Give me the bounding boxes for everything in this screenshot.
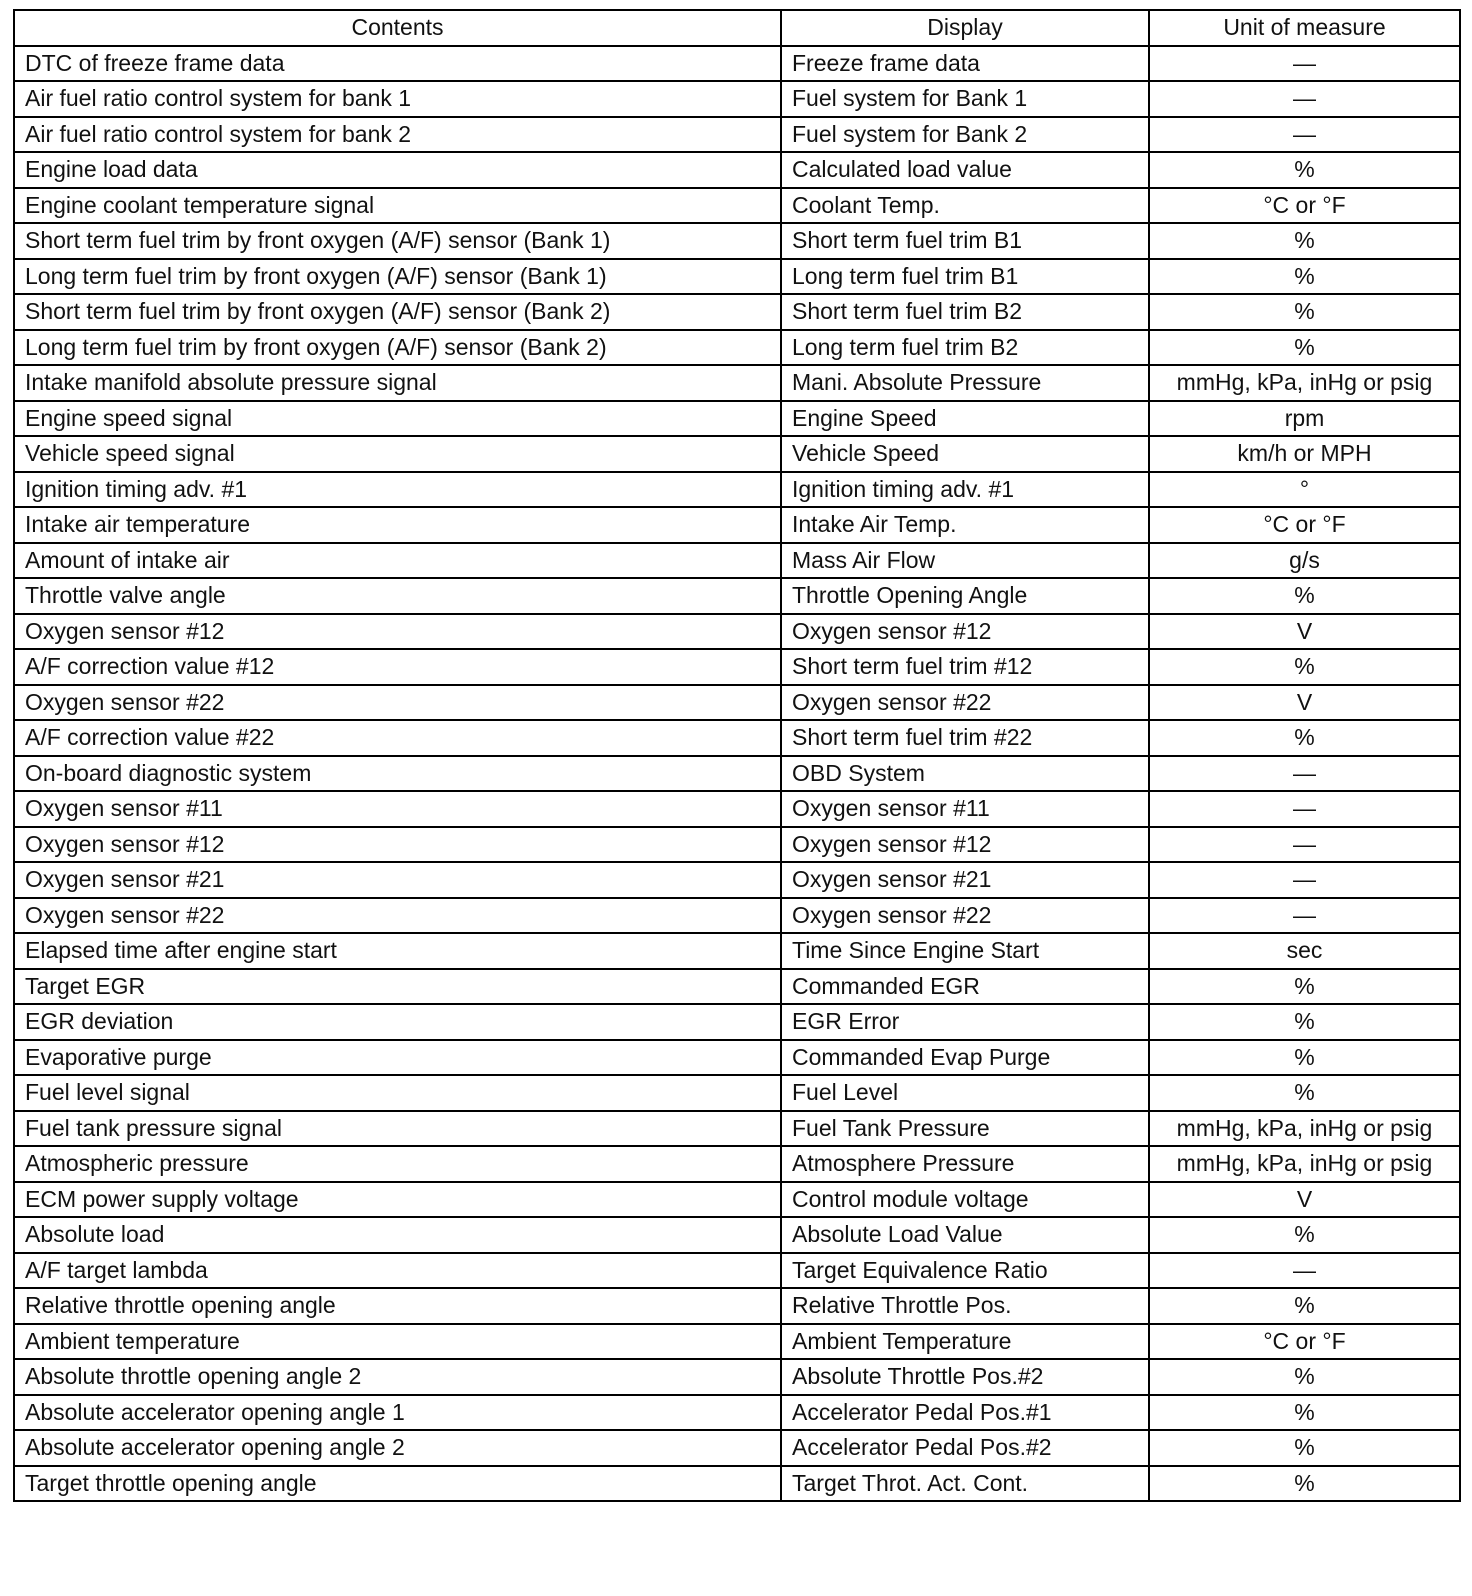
cell-display: Oxygen sensor #22 <box>781 898 1149 934</box>
cell-contents: EGR deviation <box>14 1004 781 1040</box>
table-row <box>14 81 1460 117</box>
cell-contents: Long term fuel trim by front oxygen (A/F) sensor (Bank 2) <box>14 330 781 366</box>
cell-display: Target Throt. Act. Cont. <box>781 1466 1149 1502</box>
cell-display: Long term fuel trim B1 <box>781 259 1149 295</box>
cell-display: OBD System <box>781 756 1149 792</box>
cell-unit: V <box>1149 685 1460 721</box>
cell-display: Coolant Temp. <box>781 188 1149 224</box>
cell-display: Intake Air Temp. <box>781 507 1149 543</box>
table-row <box>14 720 1460 756</box>
cell-unit: — <box>1149 81 1460 117</box>
cell-display: Fuel Level <box>781 1075 1149 1111</box>
freeze-frame-table <box>13 9 1461 1502</box>
cell-display: Throttle Opening Angle <box>781 578 1149 614</box>
cell-unit: — <box>1149 117 1460 153</box>
table-row <box>14 507 1460 543</box>
cell-unit: °C or °F <box>1149 1324 1460 1360</box>
cell-contents: Relative throttle opening angle <box>14 1288 781 1324</box>
cell-unit: % <box>1149 223 1460 259</box>
cell-unit: V <box>1149 614 1460 650</box>
cell-unit: % <box>1149 1004 1460 1040</box>
table-row <box>14 1288 1460 1324</box>
table-body <box>14 46 1460 1502</box>
cell-contents: Amount of intake air <box>14 543 781 579</box>
table-row <box>14 472 1460 508</box>
cell-display: Calculated load value <box>781 152 1149 188</box>
cell-contents: Short term fuel trim by front oxygen (A/F) sensor (Bank 1) <box>14 223 781 259</box>
table-row <box>14 188 1460 224</box>
cell-contents: Intake air temperature <box>14 507 781 543</box>
cell-display: Vehicle Speed <box>781 436 1149 472</box>
cell-unit: % <box>1149 330 1460 366</box>
cell-contents: A/F correction value #22 <box>14 720 781 756</box>
table-row <box>14 1182 1460 1218</box>
cell-contents: A/F target lambda <box>14 1253 781 1289</box>
cell-contents: Target throttle opening angle <box>14 1466 781 1502</box>
cell-display: Oxygen sensor #11 <box>781 791 1149 827</box>
table-row <box>14 827 1460 863</box>
cell-unit: sec <box>1149 933 1460 969</box>
header-row <box>14 10 1460 46</box>
cell-contents: Absolute throttle opening angle 2 <box>14 1359 781 1395</box>
cell-display: Oxygen sensor #21 <box>781 862 1149 898</box>
cell-contents: On-board diagnostic system <box>14 756 781 792</box>
cell-display: Fuel system for Bank 2 <box>781 117 1149 153</box>
table-row <box>14 614 1460 650</box>
table-row <box>14 152 1460 188</box>
cell-display: Control module voltage <box>781 1182 1149 1218</box>
cell-contents: Fuel tank pressure signal <box>14 1111 781 1147</box>
cell-display: Accelerator Pedal Pos.#1 <box>781 1395 1149 1431</box>
table-row <box>14 1430 1460 1466</box>
cell-contents: DTC of freeze frame data <box>14 46 781 82</box>
table-row <box>14 1253 1460 1289</box>
cell-contents: Absolute accelerator opening angle 2 <box>14 1430 781 1466</box>
cell-unit: mmHg, kPa, inHg or psig <box>1149 1111 1460 1147</box>
cell-display: Short term fuel trim B2 <box>781 294 1149 330</box>
table-row <box>14 791 1460 827</box>
cell-display: EGR Error <box>781 1004 1149 1040</box>
cell-contents: Engine coolant temperature signal <box>14 188 781 224</box>
cell-unit: — <box>1149 791 1460 827</box>
table-row <box>14 969 1460 1005</box>
table-row <box>14 1146 1460 1182</box>
cell-unit: % <box>1149 152 1460 188</box>
table-row <box>14 1111 1460 1147</box>
cell-contents: Short term fuel trim by front oxygen (A/F) sensor (Bank 2) <box>14 294 781 330</box>
cell-unit: ° <box>1149 472 1460 508</box>
cell-unit: km/h or MPH <box>1149 436 1460 472</box>
cell-display: Accelerator Pedal Pos.#2 <box>781 1430 1149 1466</box>
cell-display: Freeze frame data <box>781 46 1149 82</box>
cell-contents: Fuel level signal <box>14 1075 781 1111</box>
cell-display: Short term fuel trim #12 <box>781 649 1149 685</box>
table-row <box>14 1040 1460 1076</box>
cell-contents: Air fuel ratio control system for bank 1 <box>14 81 781 117</box>
table-row <box>14 578 1460 614</box>
table-row <box>14 756 1460 792</box>
cell-display: Relative Throttle Pos. <box>781 1288 1149 1324</box>
cell-display: Commanded EGR <box>781 969 1149 1005</box>
cell-contents: ECM power supply voltage <box>14 1182 781 1218</box>
table-row <box>14 685 1460 721</box>
cell-contents: Air fuel ratio control system for bank 2 <box>14 117 781 153</box>
cell-display: Fuel Tank Pressure <box>781 1111 1149 1147</box>
table-row <box>14 294 1460 330</box>
cell-display: Short term fuel trim B1 <box>781 223 1149 259</box>
cell-contents: Vehicle speed signal <box>14 436 781 472</box>
cell-contents: Oxygen sensor #12 <box>14 614 781 650</box>
cell-contents: Absolute accelerator opening angle 1 <box>14 1395 781 1431</box>
cell-unit: rpm <box>1149 401 1460 437</box>
cell-unit: % <box>1149 259 1460 295</box>
cell-display: Fuel system for Bank 1 <box>781 81 1149 117</box>
table-header <box>14 10 1460 46</box>
cell-contents: A/F correction value #12 <box>14 649 781 685</box>
cell-unit: % <box>1149 1217 1460 1253</box>
cell-contents: Intake manifold absolute pressure signal <box>14 365 781 401</box>
cell-unit: % <box>1149 1075 1460 1111</box>
table-row <box>14 898 1460 934</box>
cell-unit: % <box>1149 649 1460 685</box>
table-row <box>14 117 1460 153</box>
cell-contents: Oxygen sensor #12 <box>14 827 781 863</box>
cell-unit: mmHg, kPa, inHg or psig <box>1149 365 1460 401</box>
cell-display: Short term fuel trim #22 <box>781 720 1149 756</box>
cell-display: Engine Speed <box>781 401 1149 437</box>
cell-unit: % <box>1149 1466 1460 1502</box>
cell-contents: Ignition timing adv. #1 <box>14 472 781 508</box>
cell-display: Long term fuel trim B2 <box>781 330 1149 366</box>
cell-contents: Throttle valve angle <box>14 578 781 614</box>
cell-contents: Elapsed time after engine start <box>14 933 781 969</box>
cell-contents: Oxygen sensor #21 <box>14 862 781 898</box>
cell-display: Time Since Engine Start <box>781 933 1149 969</box>
cell-display: Commanded Evap Purge <box>781 1040 1149 1076</box>
cell-display: Target Equivalence Ratio <box>781 1253 1149 1289</box>
table-row <box>14 223 1460 259</box>
cell-display: Ignition timing adv. #1 <box>781 472 1149 508</box>
cell-display: Oxygen sensor #12 <box>781 827 1149 863</box>
cell-unit: — <box>1149 1253 1460 1289</box>
table-row <box>14 1466 1460 1502</box>
cell-contents: Target EGR <box>14 969 781 1005</box>
cell-display: Oxygen sensor #12 <box>781 614 1149 650</box>
table-row <box>14 649 1460 685</box>
table-row <box>14 933 1460 969</box>
cell-unit: — <box>1149 756 1460 792</box>
table-row <box>14 330 1460 366</box>
cell-unit: V <box>1149 1182 1460 1218</box>
table-row <box>14 401 1460 437</box>
cell-unit: °C or °F <box>1149 188 1460 224</box>
cell-display: Atmosphere Pressure <box>781 1146 1149 1182</box>
cell-contents: Evaporative purge <box>14 1040 781 1076</box>
cell-unit: g/s <box>1149 543 1460 579</box>
table-row <box>14 436 1460 472</box>
cell-display: Absolute Load Value <box>781 1217 1149 1253</box>
cell-unit: % <box>1149 578 1460 614</box>
cell-unit: — <box>1149 898 1460 934</box>
cell-contents: Atmospheric pressure <box>14 1146 781 1182</box>
cell-unit: — <box>1149 827 1460 863</box>
table-row <box>14 1359 1460 1395</box>
cell-display: Oxygen sensor #22 <box>781 685 1149 721</box>
cell-unit: % <box>1149 720 1460 756</box>
cell-unit: % <box>1149 294 1460 330</box>
header-unit-of-measure: Unit of measure <box>1149 10 1460 46</box>
header-display: Display <box>781 10 1149 46</box>
table-row <box>14 543 1460 579</box>
cell-display: Ambient Temperature <box>781 1324 1149 1360</box>
cell-unit: °C or °F <box>1149 507 1460 543</box>
cell-contents: Long term fuel trim by front oxygen (A/F) sensor (Bank 1) <box>14 259 781 295</box>
header-contents: Contents <box>14 10 781 46</box>
cell-unit: % <box>1149 1288 1460 1324</box>
table-row <box>14 46 1460 82</box>
table-row <box>14 1004 1460 1040</box>
cell-contents: Absolute load <box>14 1217 781 1253</box>
cell-contents: Ambient temperature <box>14 1324 781 1360</box>
cell-display: Mani. Absolute Pressure <box>781 365 1149 401</box>
table-row <box>14 259 1460 295</box>
table-row <box>14 365 1460 401</box>
cell-unit: % <box>1149 1359 1460 1395</box>
table-row <box>14 1217 1460 1253</box>
cell-unit: % <box>1149 1430 1460 1466</box>
cell-contents: Oxygen sensor #22 <box>14 685 781 721</box>
cell-unit: % <box>1149 1040 1460 1076</box>
cell-unit: — <box>1149 862 1460 898</box>
cell-contents: Engine load data <box>14 152 781 188</box>
table-row <box>14 1075 1460 1111</box>
cell-unit: % <box>1149 969 1460 1005</box>
table-row <box>14 862 1460 898</box>
cell-contents: Oxygen sensor #22 <box>14 898 781 934</box>
table-row <box>14 1324 1460 1360</box>
cell-unit: % <box>1149 1395 1460 1431</box>
table-row <box>14 1395 1460 1431</box>
cell-display: Absolute Throttle Pos.#2 <box>781 1359 1149 1395</box>
cell-unit: — <box>1149 46 1460 82</box>
cell-contents: Engine speed signal <box>14 401 781 437</box>
cell-contents: Oxygen sensor #11 <box>14 791 781 827</box>
cell-unit: mmHg, kPa, inHg or psig <box>1149 1146 1460 1182</box>
cell-display: Mass Air Flow <box>781 543 1149 579</box>
